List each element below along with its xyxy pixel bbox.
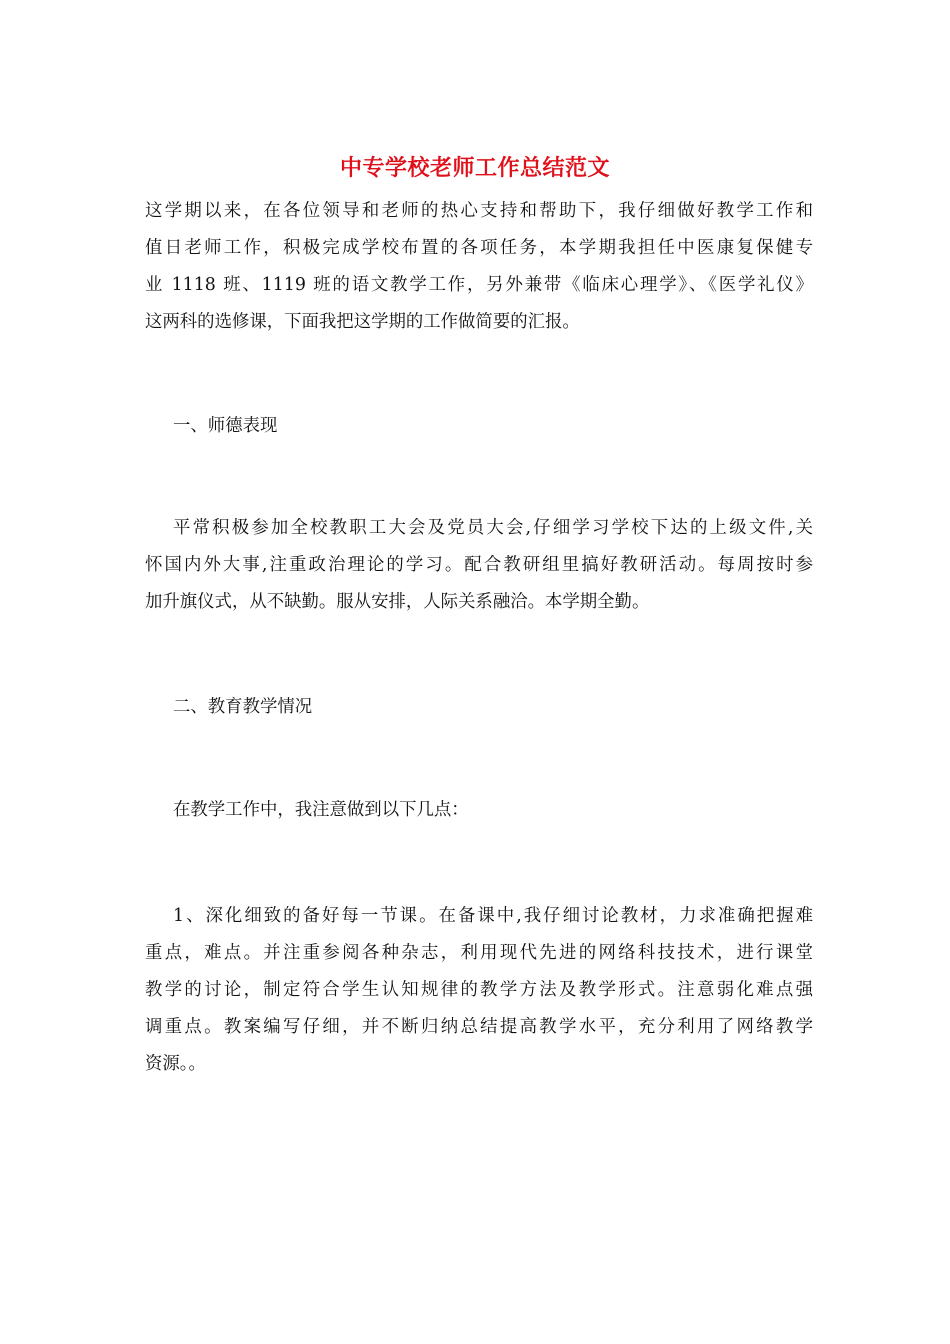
text-line: 业 1118 班、1119 班的语文教学工作，另外兼带《临床心理学》、《医学礼仪》 — [145, 275, 813, 295]
text-line: 这两科的选修课，下面我把这学期的工作做简要的汇报。 — [145, 312, 580, 332]
text-line: 调重点。教案编写仔细，并不断归纳总结提高教学水平，充分利用了网络教学 — [145, 1017, 813, 1037]
section-heading-ethics: 一、师德表现 — [173, 416, 278, 436]
text-line: 资源。。 — [145, 1054, 206, 1074]
point-one-paragraph — [145, 898, 813, 1083]
ethics-paragraph — [145, 510, 813, 621]
text-line: 加升旗仪式，从不缺勤。服从安排，人际关系融洽。本学期全勤。 — [145, 592, 650, 612]
text-line: 平常积极参加全校教职工大会及党员大会,仔细学习学校下达的上级文件,关 — [173, 518, 813, 538]
text-line: 重点，难点。并注重参阅各种杂志，利用现代先进的网络科技技术，进行课堂 — [145, 943, 813, 963]
text-line: 怀国内外大事,注重政治理论的学习。配合教研组里搞好教研活动。每周按时参 — [145, 555, 813, 575]
text-line: 这学期以来，在各位领导和老师的热心支持和帮助下，我仔细做好教学工作和 — [145, 201, 813, 221]
text-line: 1、深化细致的备好每一节课。在备课中,我仔细讨论教材，力求准确把握难 — [173, 906, 813, 926]
text-line: 教学的讨论，制定符合学生认知规律的教学方法及教学形式。注意弱化难点强 — [145, 980, 813, 1000]
document-title: 中专学校老师工作总结范文 — [339, 155, 610, 181]
text-line: 值日老师工作，积极完成学校布置的各项任务，本学期我担任中医康复保健专 — [145, 238, 813, 258]
section-heading-teaching: 二、教育教学情况 — [173, 697, 313, 717]
teaching-intro-text: 在教学工作中，我注意做到以下几点： — [173, 800, 469, 820]
intro-paragraph — [145, 193, 813, 341]
